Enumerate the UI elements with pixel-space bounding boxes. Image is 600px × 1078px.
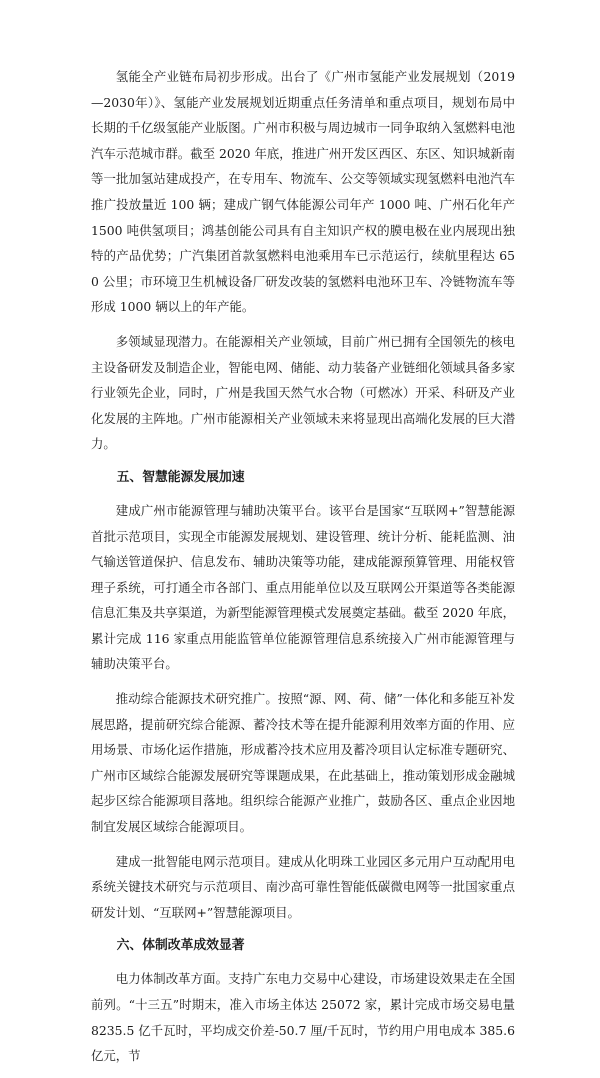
paragraph-smart-grid: 建成一批智能电网示范项目。建成从化明珠工业园区多元用户互动配用电系统关键技术研究与示范项目、南沙高可靠性智能低碳微电网等一批国家重点研发计划、“互联网+”智慧能源项目。 xyxy=(91,853,515,920)
paragraph-multi-field-potential: 多领域显现潜力。在能源相关产业领域，目前广州已拥有全国领先的核电主设备研发及制造企业，智能电网、储能、动力装备产业链细化领域具备多家行业领先企业，同时，广州是我国天然气水合物（可燃冰）开采、科研及产业化发展的主阵地。广州市能源相关产业领域未来将显现出高端化发展的巨大潜力。 xyxy=(91,333,515,452)
document-body xyxy=(91,64,515,1078)
section-heading-smart-energy: 五、智慧能源发展加速 xyxy=(116,469,245,485)
section-heading-reform: 六、体制改革成效显著 xyxy=(116,938,245,954)
paragraph-hydrogen-industry: 氢能全产业链布局初步形成。出台了《广州市氢能产业发展规划（2019—2030年）》、氢能产业发展规划近期重点任务清单和重点项目，规划布局中长期的千亿级氢能产业版图。广州市积极与周边城市一同争取纳入氢燃料电池汽车示范城市群。截至 2020 年底，推进广州开发区西区、东区、知识城新南等一批加氢站建成投产，在专用车、物流车、公交等领域实现氢燃料电池汽车推广投放量近 100 辆；建成广钢气体能源公司年产 1000 吨、广州石化年产 1500 吨供氢项目；鸿基创能公司具有自主知识产权的膜电极在业内展现出独特的产品优势；广汽集团首款氢燃料电池乘用车已示范运行，续航里程达 650 公里；市环境卫生机械设备厂研发改装的氢燃料电池环卫车、冷链物流车等形成 1000 辆以上的年产能。 xyxy=(91,69,515,315)
paragraph-power-reform: 电力体制改革方面。支持广东电力交易中心建设，市场建设效果走在全国前列。“十三五”时期末，准入市场主体达 25072 家，累计完成市场交易电量 8235.5 亿千瓦时，平均成交价差-50.7 厘/千瓦时，节约用户用电成本 385.6 亿元，节 xyxy=(91,971,515,1064)
paragraph-integrated-energy: 推动综合能源技术研究推广。按照“源、网、荷、储”一体化和多能互补发展思路，提前研究综合能源、蓄冷技术等在提升能源利用效率方面的作用、应用场景、市场化运作措施，形成蓄冷技术应用及蓄冷项目认定标准专题研究、广州市区域综合能源发展研究等课题成果，在此基础上，推动策划形成金融城起步区综合能源项目落地。组织综合能源产业推广，鼓励各区、重点企业因地制宜发展区域综合能源项目。 xyxy=(91,691,515,835)
paragraph-energy-platform: 建成广州市能源管理与辅助决策平台。该平台是国家“互联网+”智慧能源首批示范项目，实现全市能源发展规划、建设管理、统计分析、能耗监测、油气输送管道保护、信息发布、辅助决策等功能，建成能源预算管理、用能权管理子系统，可打通全市各部门、重点用能单位以及互联网公开渠道等各类能源信息汇集及共享渠道，为新型能源管理模式发展奠定基础。截至 2020 年底，累计完成 116 家重点用能监管单位能源管理信息系统接入广州市能源管理与辅助决策平台。 xyxy=(91,502,515,672)
